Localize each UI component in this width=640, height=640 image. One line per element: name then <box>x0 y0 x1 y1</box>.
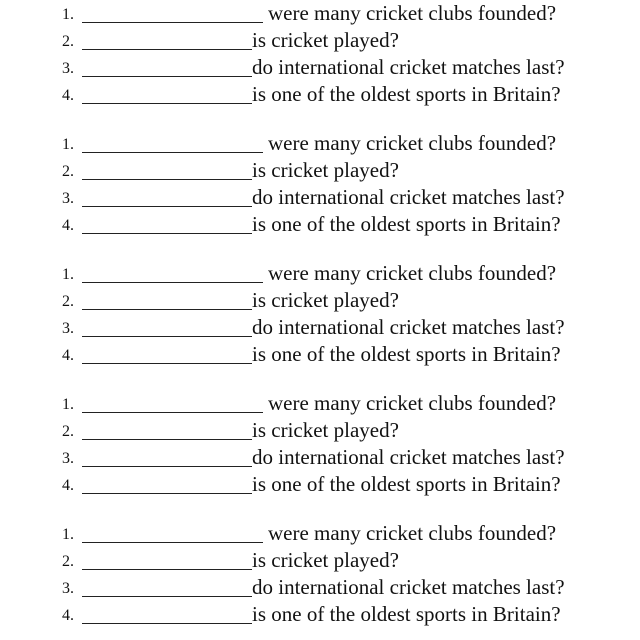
answer-blank[interactable] <box>82 179 252 180</box>
question-number: 1. <box>62 136 74 153</box>
question-line <box>0 2 640 26</box>
answer-blank[interactable] <box>82 233 252 234</box>
question-line <box>0 29 640 53</box>
question-text: is one of the oldest sports in Britain? <box>252 342 561 366</box>
question-text: do international cricket matches last? <box>252 55 565 79</box>
question-number: 4. <box>62 347 74 364</box>
answer-blank[interactable] <box>82 282 263 283</box>
question-number: 1. <box>62 6 74 23</box>
question-text: were many cricket clubs founded? <box>268 521 557 545</box>
answer-blank[interactable] <box>82 623 252 624</box>
question-number: 4. <box>62 217 74 234</box>
question-number: 4. <box>62 477 74 494</box>
question-text: is cricket played? <box>252 158 399 182</box>
question-text: do international cricket matches last? <box>252 185 565 209</box>
answer-blank[interactable] <box>82 569 252 570</box>
question-line <box>0 56 640 80</box>
question-text: is one of the oldest sports in Britain? <box>252 82 561 106</box>
question-number: 4. <box>62 87 74 104</box>
question-number: 4. <box>62 607 74 624</box>
question-text: is cricket played? <box>252 28 399 52</box>
answer-blank[interactable] <box>82 412 263 413</box>
question-number: 3. <box>62 190 74 207</box>
question-number: 2. <box>62 423 74 440</box>
question-line <box>0 392 640 416</box>
question-text: do international cricket matches last? <box>252 575 565 599</box>
question-line <box>0 83 640 107</box>
answer-blank[interactable] <box>82 363 252 364</box>
question-number: 1. <box>62 526 74 543</box>
question-text: do international cricket matches last? <box>252 315 565 339</box>
question-number: 3. <box>62 60 74 77</box>
question-text: is cricket played? <box>252 548 399 572</box>
question-line <box>0 132 640 156</box>
answer-blank[interactable] <box>82 309 252 310</box>
question-text: were many cricket clubs founded? <box>268 261 557 285</box>
question-text: is one of the oldest sports in Britain? <box>252 212 561 236</box>
answer-blank[interactable] <box>82 76 252 77</box>
question-text: do international cricket matches last? <box>252 445 565 469</box>
question-number: 2. <box>62 33 74 50</box>
answer-blank[interactable] <box>82 493 252 494</box>
question-line <box>0 316 640 340</box>
question-line <box>0 473 640 497</box>
question-line <box>0 289 640 313</box>
answer-blank[interactable] <box>82 596 252 597</box>
question-line <box>0 419 640 443</box>
question-number: 1. <box>62 266 74 283</box>
answer-blank[interactable] <box>82 336 252 337</box>
question-line <box>0 213 640 237</box>
question-line <box>0 262 640 286</box>
question-line <box>0 186 640 210</box>
question-number: 3. <box>62 450 74 467</box>
question-text: is cricket played? <box>252 288 399 312</box>
question-number: 2. <box>62 553 74 570</box>
question-number: 1. <box>62 396 74 413</box>
question-text: is cricket played? <box>252 418 399 442</box>
question-line <box>0 603 640 627</box>
question-number: 2. <box>62 293 74 310</box>
question-number: 2. <box>62 163 74 180</box>
question-number: 3. <box>62 320 74 337</box>
question-line <box>0 343 640 367</box>
question-text: were many cricket clubs founded? <box>268 131 557 155</box>
answer-blank[interactable] <box>82 439 252 440</box>
question-line <box>0 522 640 546</box>
answer-blank[interactable] <box>82 22 263 23</box>
answer-blank[interactable] <box>82 152 263 153</box>
question-text: were many cricket clubs founded? <box>268 391 557 415</box>
question-line <box>0 446 640 470</box>
answer-blank[interactable] <box>82 206 252 207</box>
answer-blank[interactable] <box>82 49 252 50</box>
answer-blank[interactable] <box>82 542 263 543</box>
question-text: is one of the oldest sports in Britain? <box>252 602 561 626</box>
answer-blank[interactable] <box>82 466 252 467</box>
question-line <box>0 576 640 600</box>
answer-blank[interactable] <box>82 103 252 104</box>
question-line <box>0 159 640 183</box>
question-text: were many cricket clubs founded? <box>268 1 557 25</box>
question-text: is one of the oldest sports in Britain? <box>252 472 561 496</box>
question-number: 3. <box>62 580 74 597</box>
question-line <box>0 549 640 573</box>
